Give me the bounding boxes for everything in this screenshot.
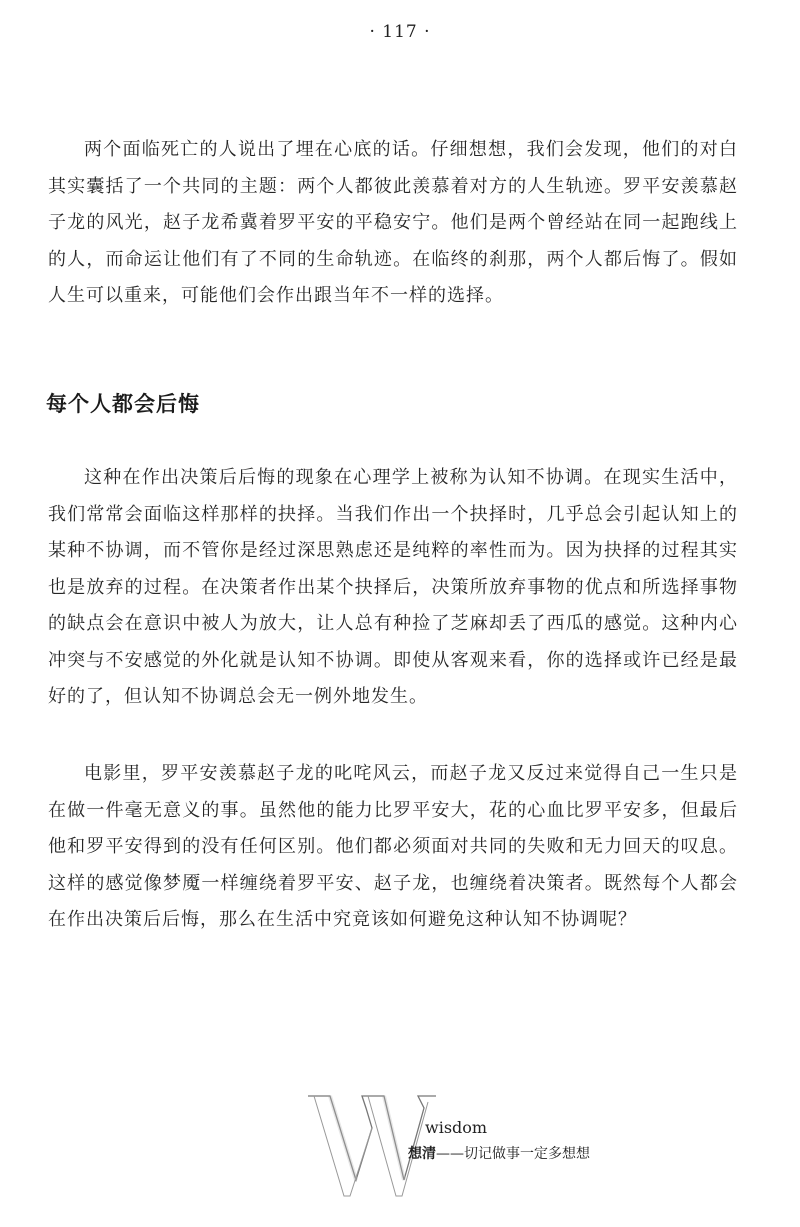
body-paragraph-1: 两个面临死亡的人说出了埋在心底的话。仔细想想，我们会发现，他们的对白其实囊括了一个共同的主题：两个人都彼此羡慕着对方的人生轨迹。罗平安羡慕赵子龙的风光，赵子龙希冀着罗平安的平稳安宁。他们是两个曾经站在同一起跑线上的人，而命运让他们有了不同的生命轨迹。在临终的刹那，两个人都后悔了。假如人生可以重来，可能他们会作出跟当年不一样的选择。: [48, 139, 738, 306]
footer-tagline: [408, 1143, 590, 1163]
footer-tagline-rest: ——切记做事一定多想想: [436, 1146, 590, 1162]
footer-logo-block: [300, 1088, 640, 1208]
footer-tagline-bold: 想清: [408, 1146, 436, 1162]
footer-logo-word: wisdom: [425, 1118, 488, 1137]
body-paragraph-3: 电影里，罗平安羡慕赵子龙的叱咤风云，而赵子龙又反过来觉得自己一生只是在做一件毫无意义的事。虽然他的能力比罗平安大，花的心血比罗平安多，但最后他和罗平安得到的没有任何区别。他们都必须面对共同的失败和无力回天的叹息。这样的感觉像梦魇一样缠绕着罗平安、赵子龙，也缠绕着决策者。既然每个人都会在作出决策后后悔，那么在生活中究竟该如何避免这种认知不协调呢？: [48, 763, 738, 930]
page-number: · 117 ·: [369, 22, 431, 42]
section-heading: 每个人都会后悔: [46, 392, 200, 416]
body-paragraph-2: 这种在作出决策后后悔的现象在心理学上被称为认知不协调。在现实生活中，我们常常会面临这样那样的抉择。当我们作出一个抉择时，几乎总会引起认知上的某种不协调，而不管你是经过深思熟虑还是纯粹的率性而为。因为抉择的过程其实也是放弃的过程。在决策者作出某个抉择后，决策所放弃事物的优点和所选择事物的缺点会在意识中被人为放大，让人总有种捡了芝麻却丢了西瓜的感觉。这种内心冲突与不安感觉的外化就是认知不协调。即使从客观来看，你的选择或许已经是最好的了，但认知不协调总会无一例外地发生。: [48, 467, 738, 707]
